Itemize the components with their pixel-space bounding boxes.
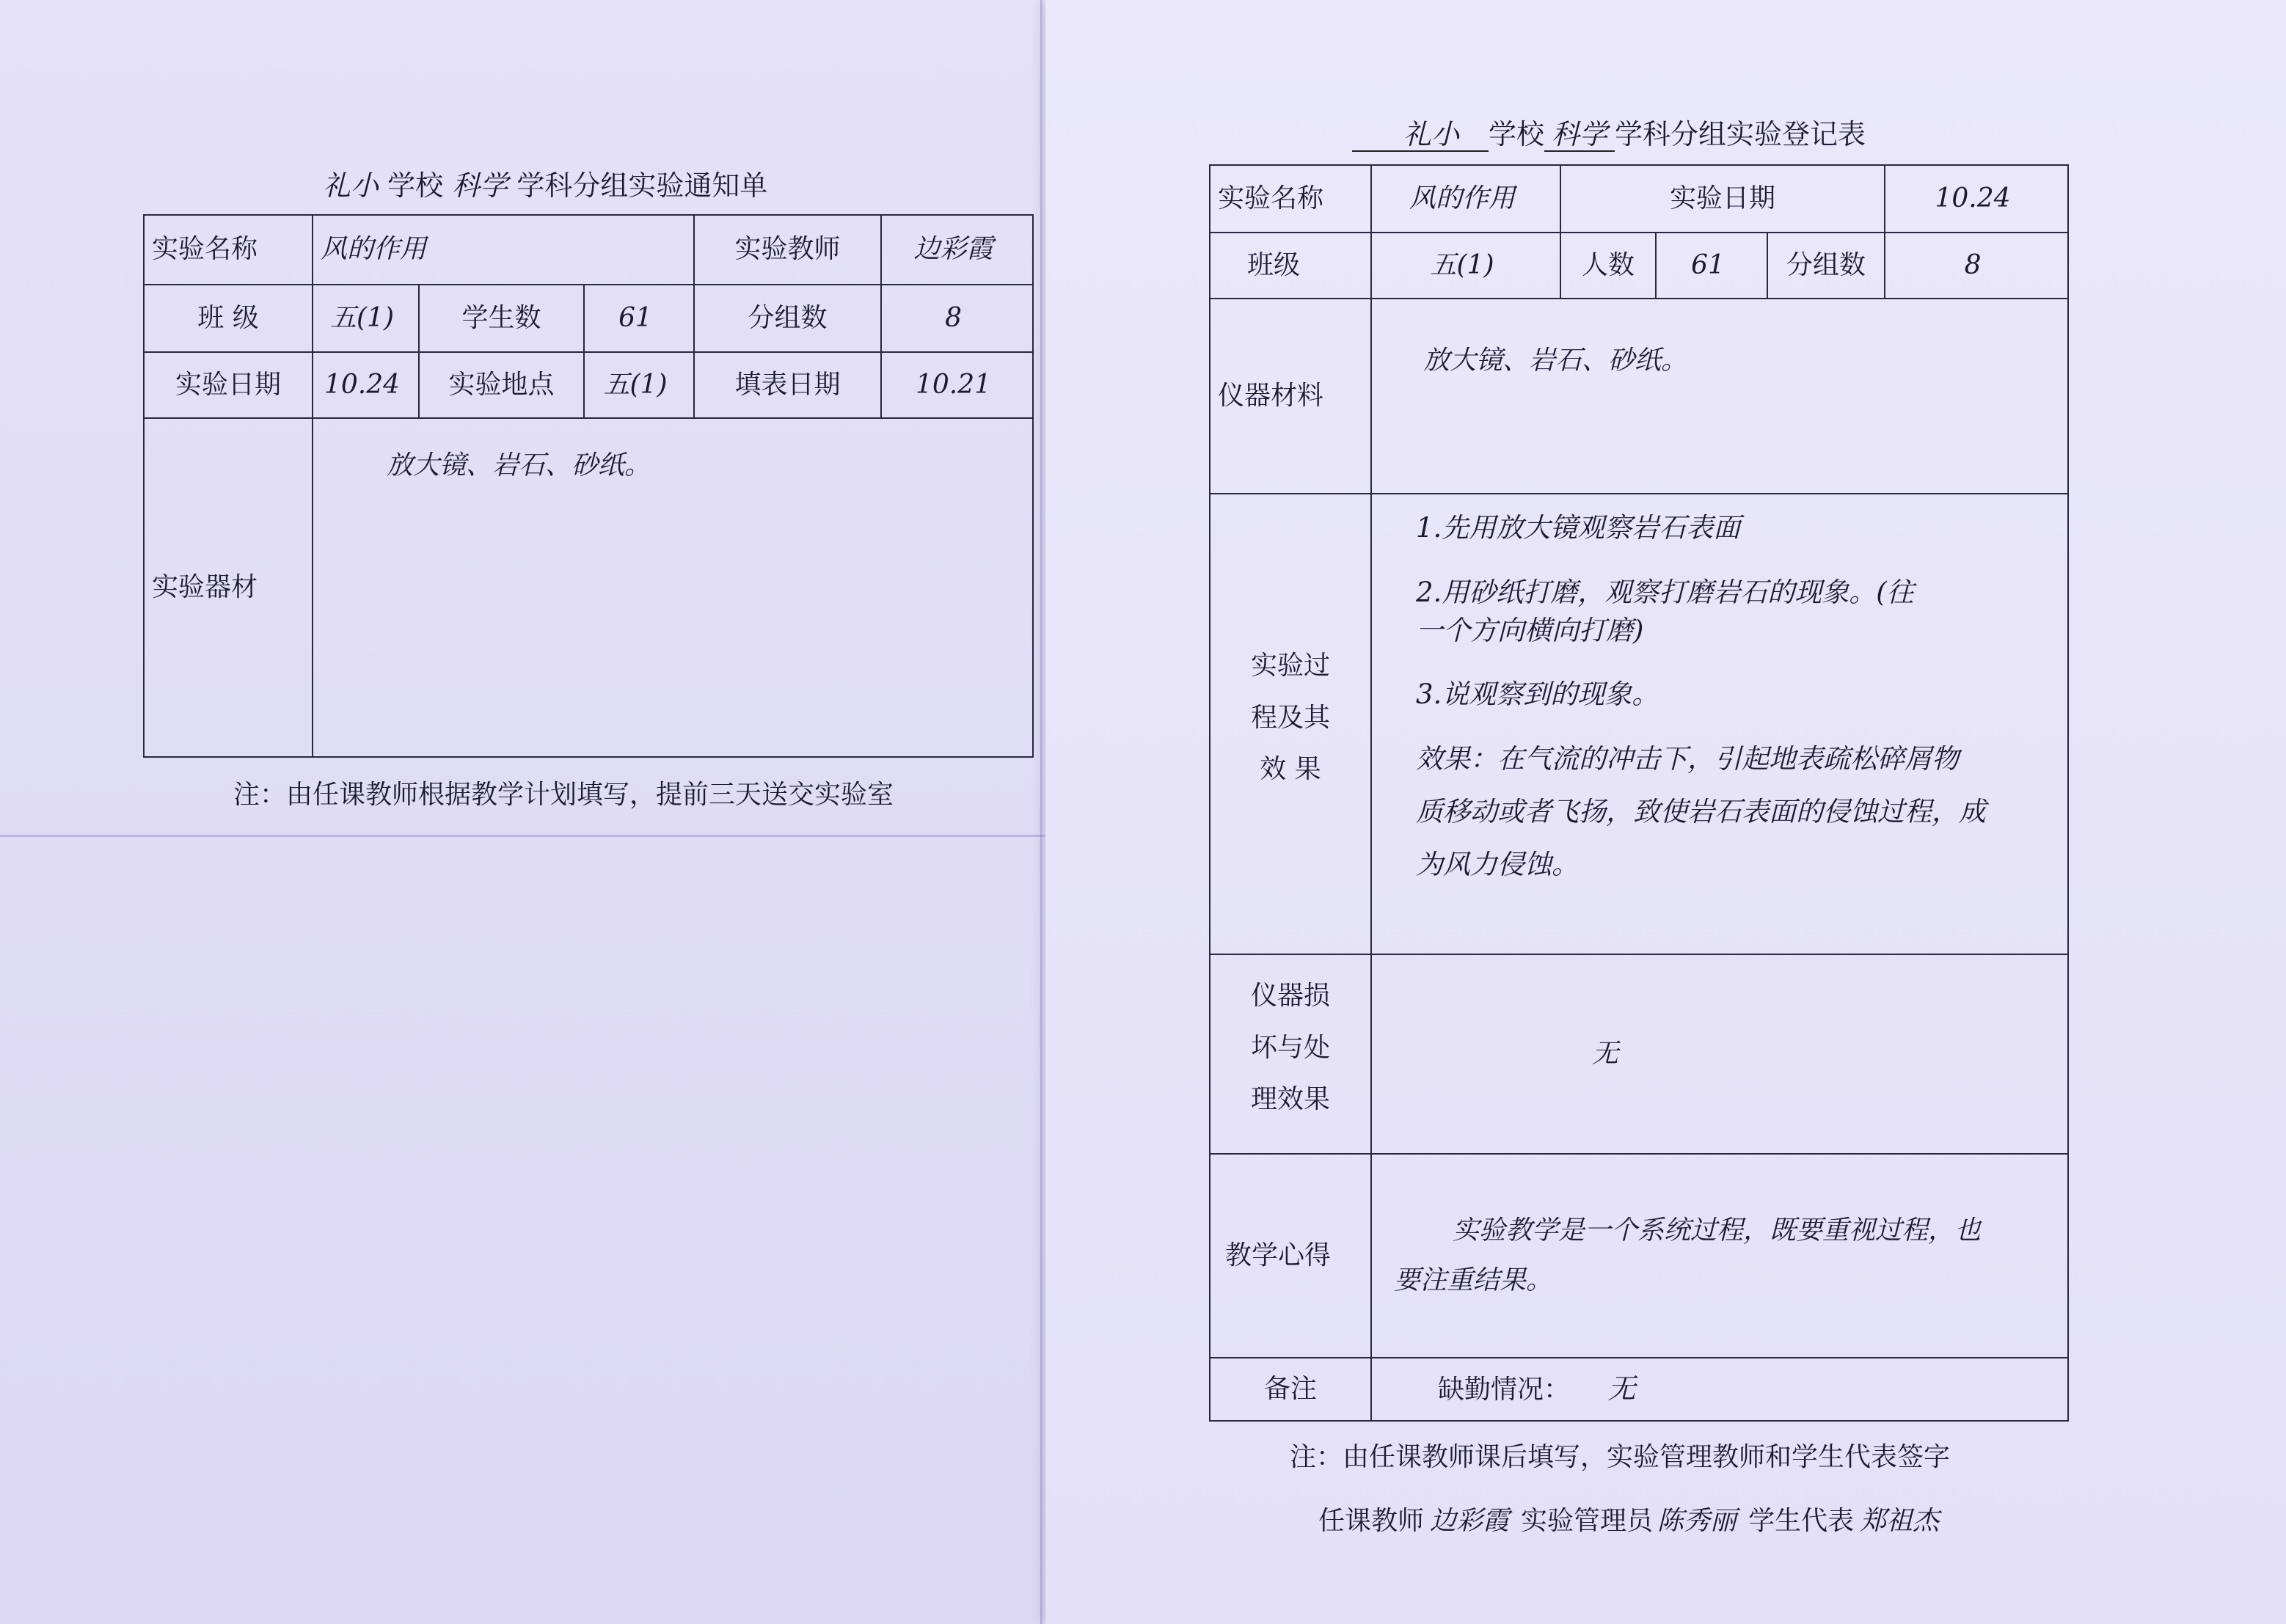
admin-signature: 陈秀丽	[1657, 1506, 1737, 1536]
notice-label-location: 实验地点	[419, 352, 584, 418]
notice-subject-handwritten: 科学	[452, 169, 508, 202]
notice-value-fill-date: 10.21	[881, 352, 1033, 418]
register-value-date: 10.24	[1885, 165, 2068, 233]
reflection-line: 实验教学是一个系统过程，既要重视过程，也	[1453, 1215, 1982, 1246]
admin-signature-label: 实验管理员	[1521, 1506, 1654, 1536]
register-value-groups: 8	[1885, 233, 2068, 299]
fold-crease	[0, 835, 1045, 837]
register-signatures	[1318, 1500, 1939, 1537]
notice-label-class: 班 级	[144, 285, 313, 352]
teacher-signature: 边彩霞	[1430, 1506, 1510, 1536]
notice-value-groups: 8	[881, 285, 1033, 352]
notice-footnote: 注：由任课教师根据教学计划填写，提前三天送交实验室	[233, 780, 894, 810]
register-value-damage: 无	[1371, 954, 2068, 1154]
register-footnote: 注：由任课教师课后填写，实验管理教师和学生代表签字	[1290, 1442, 1951, 1472]
process-line: 一个方向横向打磨)	[1416, 614, 1644, 646]
register-value-class: 五(1)	[1371, 233, 1560, 299]
register-value-absence: 无	[1607, 1372, 1636, 1405]
notice-page	[0, 0, 1045, 1624]
register-value-materials: 放大镜、岩石、砂纸。	[1371, 299, 2068, 494]
process-line: 1.先用放大镜观察岩石表面	[1416, 512, 1741, 544]
register-title	[1352, 111, 1866, 152]
register-title-rest: 学科分组实验登记表	[1615, 118, 1866, 150]
notice-label-teacher: 实验教师	[694, 215, 881, 285]
notice-label-groups: 分组数	[694, 285, 881, 352]
register-table	[1209, 164, 2069, 1422]
notice-value-location: 五(1)	[584, 352, 694, 418]
notice-table	[143, 214, 1034, 758]
register-label-absence: 缺勤情况：	[1438, 1375, 1571, 1405]
reflection-line: 要注重结果。	[1394, 1265, 1553, 1295]
notice-value-class: 五(1)	[313, 285, 419, 352]
notice-title	[323, 163, 767, 203]
process-line: 效果：在气流的冲击下，引起地表疏松碎屑物	[1416, 743, 1959, 775]
notice-label-equipment: 实验器材	[144, 418, 313, 757]
register-value-people: 61	[1656, 233, 1767, 299]
register-school-suffix: 学校	[1489, 118, 1545, 150]
process-line: 为风力侵蚀。	[1416, 848, 1579, 880]
register-label-people: 人数	[1560, 233, 1656, 299]
notice-title-rest: 学科分组实验通知单	[516, 169, 768, 202]
process-line: 3.说观察到的现象。	[1416, 679, 1659, 711]
student-signature: 郑祖杰	[1860, 1506, 1940, 1536]
register-label-experiment-name: 实验名称	[1210, 165, 1371, 233]
register-value-process	[1371, 494, 2068, 954]
process-line: 2.用砂纸打磨，观察打磨岩石的现象。(往	[1416, 576, 1914, 608]
register-value-reflection	[1371, 1154, 2068, 1358]
notice-value-date: 10.24	[313, 352, 419, 418]
register-label-materials: 仪器材料	[1210, 299, 1371, 494]
notice-value-teacher: 边彩霞	[881, 215, 1033, 285]
notice-label-students: 学生数	[419, 285, 584, 352]
register-school-handwritten: 礼小	[1352, 118, 1489, 152]
student-signature-label: 学生代表	[1748, 1506, 1855, 1536]
notice-label-date: 实验日期	[144, 352, 313, 418]
register-label-reflection: 教学心得	[1210, 1154, 1371, 1358]
notice-school-suffix: 学校	[387, 169, 444, 202]
register-label-remarks: 备注	[1210, 1358, 1371, 1421]
register-label-date: 实验日期	[1560, 165, 1885, 233]
notice-school-handwritten: 礼小	[323, 169, 379, 202]
notice-label-fill-date: 填表日期	[694, 352, 881, 418]
register-value-experiment-name: 风的作用	[1371, 165, 1560, 233]
register-label-class: 班级	[1210, 233, 1371, 299]
register-page	[1045, 0, 2286, 1624]
register-remarks-cell	[1371, 1358, 2068, 1421]
register-label-process: 实验过 程及其 效 果	[1210, 494, 1371, 954]
teacher-signature-label: 任课教师	[1318, 1506, 1425, 1536]
notice-label-experiment-name: 实验名称	[144, 215, 313, 285]
register-label-damage: 仪器损 坏与处 理效果	[1210, 954, 1371, 1154]
notice-value-experiment-name: 风的作用	[313, 215, 694, 285]
register-subject-handwritten: 科学	[1544, 118, 1615, 152]
notice-value-students: 61	[584, 285, 694, 352]
notice-value-equipment: 放大镜、岩石、砂纸。	[313, 418, 1033, 757]
register-label-groups: 分组数	[1767, 233, 1885, 299]
process-line: 质移动或者飞扬，致使岩石表面的侵蚀过程，成	[1416, 795, 1986, 827]
